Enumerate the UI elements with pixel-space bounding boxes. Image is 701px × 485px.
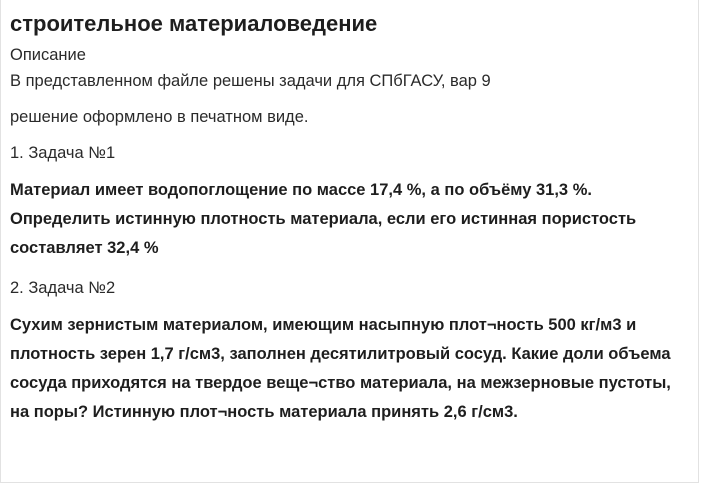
task-1-text: Материал имеет водопоглощение по массе 17,4 %, а по объёму 31,3 %. Определить истинную плотность материала, если его истинная пористость составляет 32,4 % — [10, 181, 637, 257]
description-heading: Описание — [10, 46, 86, 64]
page-title: строительное материаловедение — [10, 11, 378, 36]
task-2-heading: 2. Задача №2 — [10, 279, 116, 297]
task-1-heading: 1. Задача №1 — [10, 144, 116, 162]
task-2-text: Сухим зернистым материалом, имеющим насыпную плот¬ность 500 кг/м3 и плотность зерен 1,7 г/см3, заполнен десятилитровый сосуд. Какие доли объема сосуда приходятся на твердое веще¬ство материала, на межзерновые пустоты, на поры? Истинную плот¬ность материала принять 2,6 г/см3. — [10, 316, 671, 421]
intro-line-2: решение оформлено в печатном виде. — [10, 108, 309, 126]
task-1 — [10, 142, 690, 263]
task-2 — [10, 277, 690, 427]
intro-line-1: В представленном файле решены задачи для СПбГАСУ, вар 9 — [10, 72, 491, 90]
